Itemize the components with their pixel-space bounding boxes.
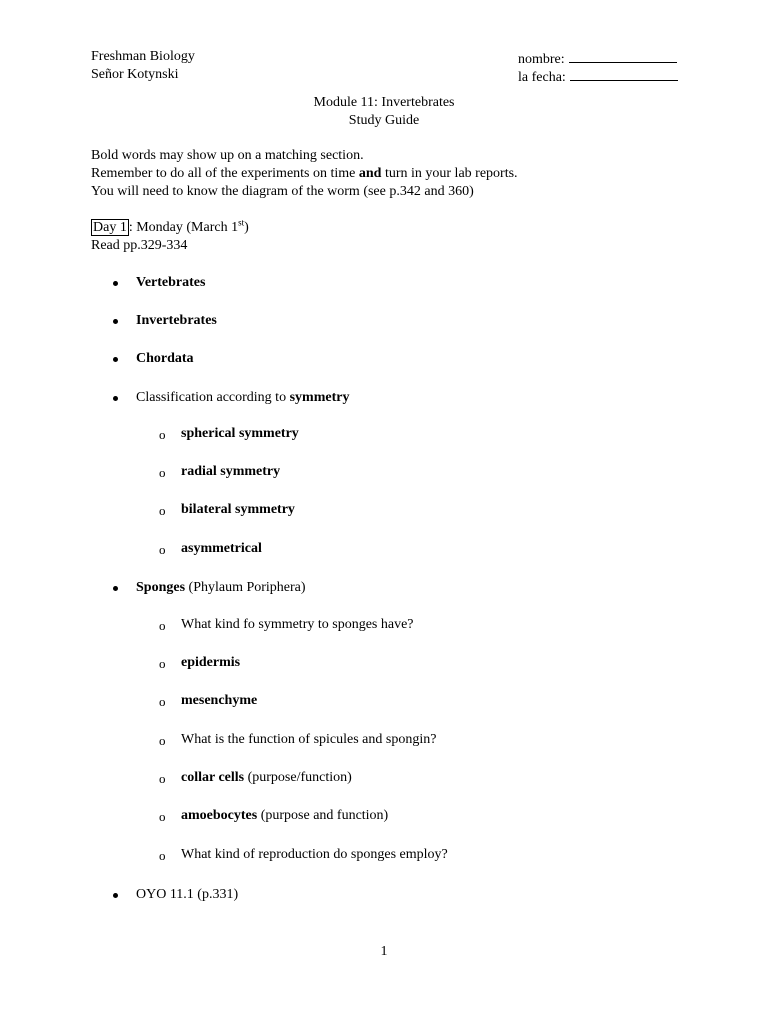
term-vertebrates: Vertebrates (136, 275, 206, 290)
sub-item-reproduction-question: What kind of reproduction do sponges employ? (181, 847, 448, 862)
sub-item-asymmetrical (181, 540, 262, 558)
intro-line-2-bold: and (358, 166, 382, 181)
course-name: Freshman Biology (91, 49, 195, 64)
list-item-vertebrates (136, 274, 205, 292)
term-bilateral: bilateral symmetry (181, 502, 295, 517)
sub-bullet-icon: o (159, 809, 166, 824)
sub-item-spicules-question: What is the function of spicules and spongin? (181, 732, 437, 747)
list-item-classification (136, 389, 349, 407)
bullet-icon (113, 396, 118, 401)
sub-bullet-icon: o (159, 465, 166, 480)
date-label: la fecha: (518, 70, 566, 85)
term-sponges: Sponges (136, 580, 186, 595)
term-amoebocytes: amoebocytes (181, 808, 258, 823)
bullet-icon (113, 357, 118, 362)
classification-text: Classification according to (136, 390, 290, 405)
sub-bullet-icon: o (159, 848, 166, 863)
sub-bullet-icon: o (159, 656, 166, 671)
sub-bullet-icon: o (159, 618, 166, 633)
intro-line-2-start: Remember to do all of the experiments on time (91, 166, 359, 181)
sub-bullet-icon: o (159, 771, 166, 786)
sub-item-mesenchyme (181, 692, 257, 710)
term-chordata: Chordata (136, 351, 194, 366)
date-field (518, 66, 678, 87)
sub-bullet-icon: o (159, 542, 166, 557)
document-title: Module 11: Invertebrates (313, 95, 455, 110)
sub-item-radial (181, 463, 280, 481)
sub-bullet-icon: o (159, 733, 166, 748)
name-blank (569, 48, 677, 63)
day-text: : Monday (March 1 (128, 220, 239, 235)
term-invertebrates: Invertebrates (136, 313, 217, 328)
term-symmetry: symmetry (289, 390, 350, 405)
reading-assignment: Read pp.329-334 (91, 238, 188, 253)
name-label: nombre: (518, 52, 565, 67)
term-spherical: spherical symmetry (181, 426, 299, 441)
term-epidermis: epidermis (181, 655, 241, 670)
intro-line-2-end: turn in your lab reports. (381, 166, 518, 181)
bullet-icon (113, 586, 118, 591)
sub-bullet-icon: o (159, 694, 166, 709)
day-text-end: ) (244, 220, 249, 235)
day-label: Day 1 (93, 220, 127, 235)
collar-cells-note: (purpose/function) (244, 770, 352, 785)
sponges-phylum: (Phylaum Poriphera) (185, 580, 306, 595)
sub-item-collar-cells (181, 769, 352, 787)
day-sup: st (238, 217, 245, 228)
list-item-sponges (136, 579, 306, 597)
sub-item-spherical (181, 425, 299, 443)
list-item-chordata (136, 350, 194, 368)
sub-item-amoebocytes (181, 807, 388, 825)
intro-line-2 (91, 165, 518, 183)
bullet-icon (113, 281, 118, 286)
sub-bullet-icon: o (159, 503, 166, 518)
bullet-icon (113, 893, 118, 898)
day-heading (91, 219, 249, 237)
list-item-invertebrates (136, 312, 217, 330)
term-radial: radial symmetry (181, 464, 281, 479)
teacher-name: Señor Kotynski (91, 67, 179, 82)
bullet-icon (113, 319, 118, 324)
term-mesenchyme: mesenchyme (181, 693, 258, 708)
document-subtitle: Study Guide (348, 113, 420, 128)
sub-item-symmetry-question: What kind fo symmetry to sponges have? (181, 617, 414, 632)
sub-bullet-icon: o (159, 427, 166, 442)
sub-item-epidermis (181, 654, 240, 672)
intro-line-1: Bold words may show up on a matching section. (91, 148, 364, 163)
term-asymmetrical: asymmetrical (181, 541, 262, 556)
sub-item-bilateral (181, 501, 295, 519)
amoebocytes-note: (purpose and function) (257, 808, 389, 823)
page-number: 1 (380, 944, 388, 959)
list-item-oyo: OYO 11.1 (p.331) (136, 887, 239, 902)
intro-line-3: You will need to know the diagram of the worm (see p.342 and 360) (91, 184, 474, 199)
date-blank (570, 66, 678, 81)
term-collar-cells: collar cells (181, 770, 245, 785)
